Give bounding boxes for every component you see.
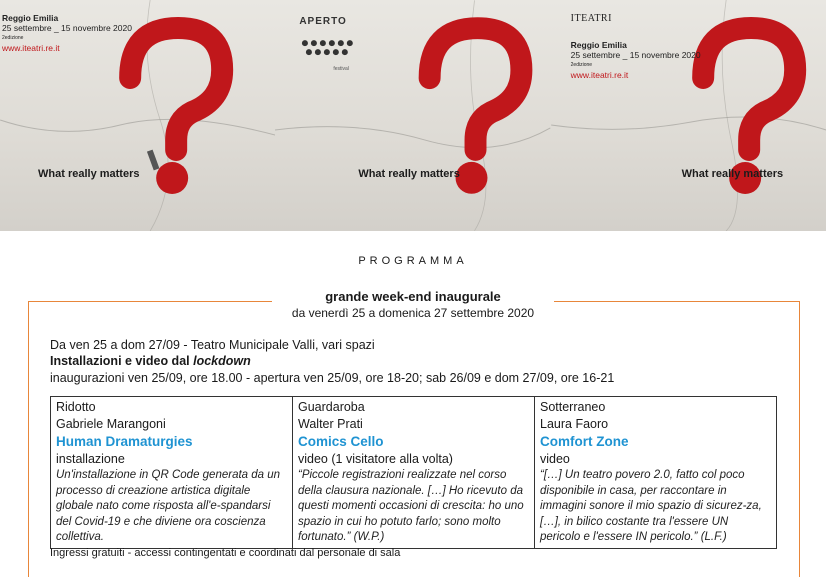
aperto-logo: APERTO: [299, 16, 347, 27]
program-cell: [293, 397, 535, 549]
poster-banner: [0, 0, 826, 231]
cell-venue: Guardaroba: [298, 400, 365, 414]
program-table: [50, 396, 777, 549]
cell-title: Comfort Zone: [540, 434, 629, 449]
event-schedule-line: inaugurazioni ven 25/09, ore 18.00 - apertura ven 25/09, ore 18-20; sab 26/09 e dom 27/09, ore 16-21: [50, 371, 615, 385]
cell-type: [298, 451, 529, 468]
cell-title: Human Dramaturgies: [56, 434, 193, 449]
cell-title: Comics Cello: [298, 434, 384, 449]
poster-tagline: What really matters: [681, 168, 784, 180]
poster-date-block: Reggio Emilia 25 settembre _ 15 novembre 2020 2edizione www.iteatri.re.it: [570, 40, 701, 80]
question-mark-graphic: [275, 0, 550, 231]
festival-label: festival: [333, 66, 349, 72]
event-section-heading: [50, 354, 251, 368]
poster-tagline: What really matters: [358, 168, 460, 180]
event-venue-line: Da ven 25 a dom 27/09 - Teatro Municipale Valli, vari spazi: [50, 338, 375, 352]
section-heading-emphasis: lockdown: [193, 354, 251, 368]
table-row: [51, 397, 777, 549]
event-dates: da venerdì 25 a domenica 27 settembre 2020: [291, 306, 535, 320]
programma-heading: PROGRAMMA: [358, 255, 468, 267]
section-heading-text: Installazioni e video dal: [50, 354, 194, 368]
poster-tagline: What really matters: [38, 168, 140, 180]
poster-date-block: Reggio Emilia 25 settembre _ 15 novembre 2020 2edizione www.iteatri.re.it: [2, 13, 132, 53]
cell-venue: Ridotto: [56, 400, 96, 414]
cell-type-main: video: [540, 452, 570, 466]
cell-artist: Laura Faoro: [540, 417, 609, 431]
poster-right: [551, 0, 826, 231]
cell-type-main: video: [298, 452, 328, 466]
cell-artist: Gabriele Marangoni: [56, 417, 166, 431]
cell-description: “[…] Un teatro povero 2.0, fatto col poco disponibile in casa, per raccontare in immagini sonore il mio spazio di sicurez-za, […], in bilico costante tra l'essere UN pericolo e l'essere IN pericolo.” (L.F.): [540, 469, 762, 543]
poster-left: [0, 0, 275, 231]
event-title: grande week-end inaugurale: [325, 289, 501, 304]
cell-venue: Sotterraneo: [540, 400, 606, 414]
cell-type: [56, 451, 287, 468]
iteatri-logo: ITEATRI: [570, 13, 612, 24]
cell-artist: Walter Prati: [298, 417, 363, 431]
cell-description: Un'installazione in QR Code generata da un processo di creazione artistica digitale globale nato come risposta all'e-spandarsi del Covid-19 e che diviene ora coscienza collettiva.: [56, 469, 281, 543]
cell-type-main: installazione: [56, 452, 125, 466]
program-cell: [51, 397, 293, 549]
question-mark-graphic: [551, 0, 826, 231]
cell-type-extra: (1 visitatore alla volta): [327, 452, 453, 466]
poster-center: [275, 0, 550, 231]
program-cell: [535, 397, 777, 549]
entry-note: Ingressi gratuiti - accessi contingentati e coordinati dal personale di sala: [50, 547, 401, 559]
cell-type: [540, 451, 771, 468]
cell-description: “Piccole registrazioni realizzate nel corso della clausura nazionale. […] Ho ricevuto da questi momenti occasioni di crescita: ho uno spazio in cui ho potuto farlo; sono molto fortunato.” (W.P.): [298, 469, 524, 543]
